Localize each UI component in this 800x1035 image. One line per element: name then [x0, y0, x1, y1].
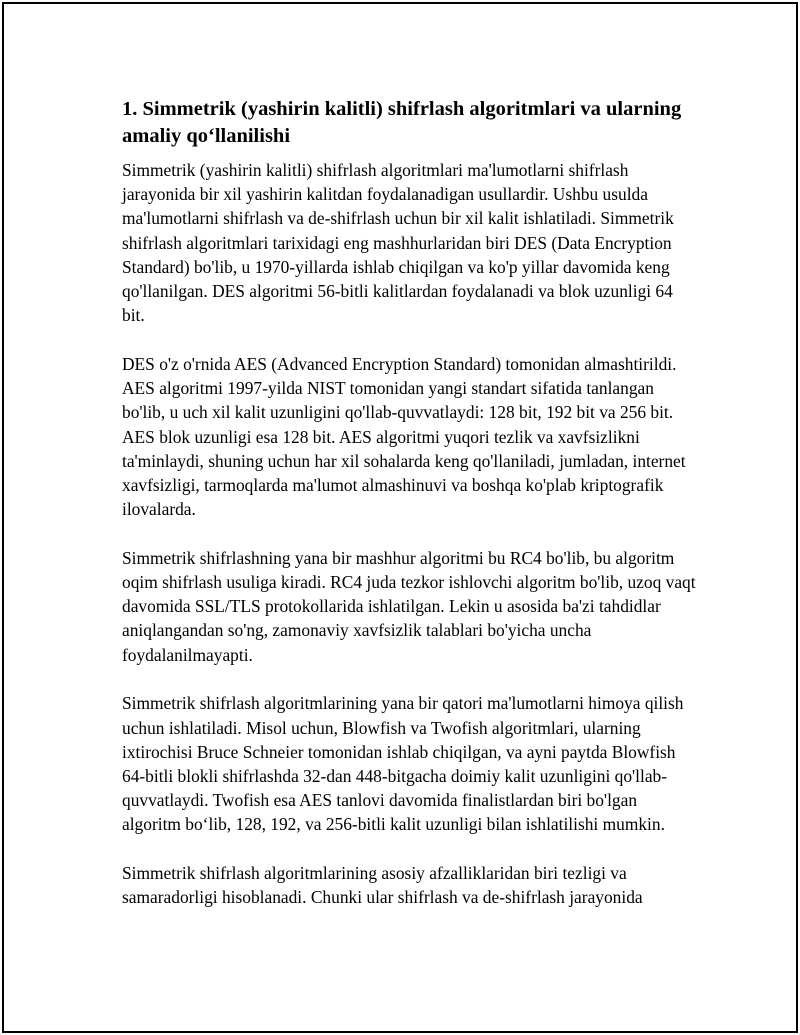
paragraph-5: Simmetrik shifrlash algoritmlarining asosiy afzalliklaridan biri tezligi va samaradorligi hisoblanadi. Chunki ular shifrlash va de-shifrlash jarayonida: [122, 863, 643, 908]
paragraph-3: Simmetrik shifrlashning yana bir mashhur algoritmi bu RC4 bo'lib, bu algoritm oqim shifrlash usuliga kiradi. RC4 juda tezkor ishlovchi algoritm bo'lib, uzoq vaqt davomida SSL/TLS protokollarida ishlatilgan. Lekin u asosida ba'zi tahdidlar aniqlangandan so'ng, zamonaviy xavfsizlik talablari bo'yicha uncha foydalanilmayapti.: [122, 547, 696, 665]
document-page: [2, 2, 798, 1033]
paragraph-1: Simmetrik (yashirin kalitli) shifrlash algoritmlari ma'lumotlarni shifrlash jarayonida bir xil yashirin kalitdan foydalanadigan usullardir. Ushbu usulda ma'lumotlarni shifrlash va de-shifrlash uchun bir xil kalit ishlatiladi. Simmetrik shifrlash algoritmlari tarixidagi eng mashhurlaridan biri DES (Data Encryption Standard) bo'lib, u 1970-yillarda ishlab chiqilgan va ko'p yillar davomida keng qo'llanilgan. DES algoritmi 56-bitli kalitlardan foydalanadi va blok uzunligi 64 bit.: [122, 160, 674, 326]
paragraph-4: Simmetrik shifrlash algoritmlarining yana bir qatori ma'lumotlarni himoya qilish uchun ishlatiladi. Misol uchun, Blowfish va Twofish algoritmlari, ularning ixtirochisi Bruce Schneier tomonidan ishlab chiqilgan, va ayni paytda Blowfish 64-bitli blokli shifrlashda 32-dan 448-bitgacha doimiy kalit uzunligini qo'llab-quvvatlaydi. Twofish esa AES tanlovi davomida finalistlardan biri bo'lgan algoritm bo‘lib, 128, 192, va 256-bitli kalit uzunligi bilan ishlatilishi mumkin.: [122, 693, 684, 835]
paragraph-2: DES o'z o'rnida AES (Advanced Encryption Standard) tomonidan almashtirildi. AES algoritmi 1997-yilda NIST tomonidan yangi standart sifatida tanlangan bo'lib, u uch xil kalit uzunligini qo'llab-quvvatlaydi: 128 bit, 192 bit va 256 bit. AES blok uzunligi esa 128 bit. AES algoritmi yuqori tezlik va xavfsizlikni ta'minlaydi, shuning uchun har xil sohalarda keng qo'llaniladi, jumladan, internet xavfsizligi, tarmoqlarda ma'lumot almashinuvi va boshqa ko'plab kriptografik ilovalarda.: [122, 353, 686, 520]
document-body: [122, 96, 697, 934]
section-heading: 1. Simmetrik (yashirin kalitli) shifrlash algoritmlari va ularning amaliy qo‘llanilishi: [122, 98, 682, 147]
